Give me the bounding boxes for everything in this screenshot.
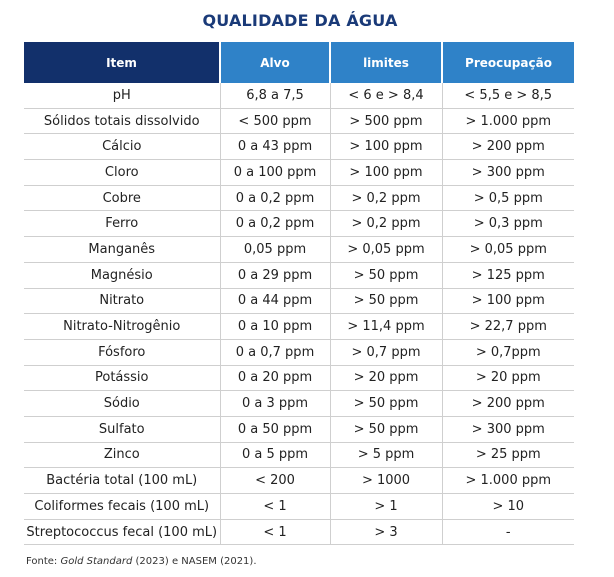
- source-suffix: (2023) e NASEM (2021).: [132, 556, 257, 567]
- item-cell: Sulfato: [24, 416, 220, 442]
- item-cell: Nitrato-Nitrogênio: [24, 314, 220, 340]
- source-prefix: Fonte:: [26, 556, 61, 567]
- item-cell: Potássio: [24, 365, 220, 391]
- limites-cell: > 500 ppm: [330, 108, 442, 134]
- preocupacao-cell: < 5,5 e > 8,5: [442, 83, 574, 108]
- item-cell: Cálcio: [24, 134, 220, 160]
- alvo-cell: 6,8 a 7,5: [220, 83, 330, 108]
- limites-cell: > 1000: [330, 468, 442, 494]
- table-row: [24, 365, 574, 391]
- preocupacao-cell: > 25 ppm: [442, 442, 574, 468]
- preocupacao-cell: > 100 ppm: [442, 288, 574, 314]
- water-quality-table: [24, 42, 574, 545]
- limites-cell: < 6 e > 8,4: [330, 83, 442, 108]
- item-cell: Fósforo: [24, 339, 220, 365]
- alvo-cell: 0 a 43 ppm: [220, 134, 330, 160]
- alvo-cell: < 500 ppm: [220, 108, 330, 134]
- preocupacao-cell: > 200 ppm: [442, 134, 574, 160]
- limites-cell: > 11,4 ppm: [330, 314, 442, 340]
- preocupacao-cell: > 20 ppm: [442, 365, 574, 391]
- header-limites: limites: [330, 42, 442, 83]
- preocupacao-cell: > 200 ppm: [442, 391, 574, 417]
- item-cell: Cobre: [24, 185, 220, 211]
- table-row: [24, 494, 574, 520]
- table-row: [24, 288, 574, 314]
- alvo-cell: 0 a 50 ppm: [220, 416, 330, 442]
- item-cell: Nitrato: [24, 288, 220, 314]
- limites-cell: > 50 ppm: [330, 416, 442, 442]
- table-row: [24, 468, 574, 494]
- preocupacao-cell: > 22,7 ppm: [442, 314, 574, 340]
- preocupacao-cell: > 300 ppm: [442, 416, 574, 442]
- source-italic: Gold Standard: [60, 556, 133, 567]
- limites-cell: > 50 ppm: [330, 262, 442, 288]
- header-alvo: Alvo: [220, 42, 330, 83]
- table-body: [24, 83, 574, 545]
- limites-cell: > 0,2 ppm: [330, 211, 442, 237]
- item-cell: Ferro: [24, 211, 220, 237]
- limites-cell: > 50 ppm: [330, 288, 442, 314]
- header-preocupacao: Preocupação: [442, 42, 574, 83]
- alvo-cell: 0 a 29 ppm: [220, 262, 330, 288]
- table-row: [24, 416, 574, 442]
- table-row: [24, 442, 574, 468]
- item-cell: Sódio: [24, 391, 220, 417]
- preocupacao-cell: -: [442, 519, 574, 545]
- table-row: [24, 108, 574, 134]
- table-row: [24, 237, 574, 263]
- preocupacao-cell: > 10: [442, 494, 574, 520]
- limites-cell: > 1: [330, 494, 442, 520]
- item-cell: Streptococcus fecal (100 mL): [24, 519, 220, 545]
- preocupacao-cell: > 1.000 ppm: [442, 468, 574, 494]
- preocupacao-cell: > 1.000 ppm: [442, 108, 574, 134]
- alvo-cell: 0 a 5 ppm: [220, 442, 330, 468]
- limites-cell: > 20 ppm: [330, 365, 442, 391]
- item-cell: Manganês: [24, 237, 220, 263]
- limites-cell: > 100 ppm: [330, 160, 442, 186]
- item-cell: Sólidos totais dissolvido: [24, 108, 220, 134]
- item-cell: Cloro: [24, 160, 220, 186]
- item-cell: Coliformes fecais (100 mL): [24, 494, 220, 520]
- limites-cell: > 3: [330, 519, 442, 545]
- table-row: [24, 134, 574, 160]
- alvo-cell: 0 a 20 ppm: [220, 365, 330, 391]
- header-item: Item: [24, 42, 220, 83]
- limites-cell: > 0,7 ppm: [330, 339, 442, 365]
- alvo-cell: 0 a 44 ppm: [220, 288, 330, 314]
- item-cell: Zinco: [24, 442, 220, 468]
- preocupacao-cell: > 0,5 ppm: [442, 185, 574, 211]
- preocupacao-cell: > 0,05 ppm: [442, 237, 574, 263]
- table-row: [24, 391, 574, 417]
- table-row: [24, 160, 574, 186]
- table-row: [24, 519, 574, 545]
- table-row: [24, 211, 574, 237]
- item-cell: Magnésio: [24, 262, 220, 288]
- limites-cell: > 5 ppm: [330, 442, 442, 468]
- table-row: [24, 83, 574, 108]
- limites-cell: > 0,2 ppm: [330, 185, 442, 211]
- alvo-cell: < 200: [220, 468, 330, 494]
- alvo-cell: 0 a 0,7 ppm: [220, 339, 330, 365]
- alvo-cell: 0 a 0,2 ppm: [220, 211, 330, 237]
- preocupacao-cell: > 0,7ppm: [442, 339, 574, 365]
- preocupacao-cell: > 0,3 ppm: [442, 211, 574, 237]
- alvo-cell: 0 a 0,2 ppm: [220, 185, 330, 211]
- table-header-row: [24, 42, 574, 83]
- alvo-cell: 0 a 10 ppm: [220, 314, 330, 340]
- preocupacao-cell: > 300 ppm: [442, 160, 574, 186]
- page-title: QUALIDADE DA ÁGUA: [202, 11, 398, 30]
- preocupacao-cell: > 125 ppm: [442, 262, 574, 288]
- item-cell: Bactéria total (100 mL): [24, 468, 220, 494]
- alvo-cell: 0 a 3 ppm: [220, 391, 330, 417]
- table-row: [24, 262, 574, 288]
- item-cell: pH: [24, 83, 220, 108]
- table-row: [24, 185, 574, 211]
- limites-cell: > 100 ppm: [330, 134, 442, 160]
- alvo-cell: < 1: [220, 494, 330, 520]
- limites-cell: > 0,05 ppm: [330, 237, 442, 263]
- alvo-cell: 0,05 ppm: [220, 237, 330, 263]
- alvo-cell: < 1: [220, 519, 330, 545]
- alvo-cell: 0 a 100 ppm: [220, 160, 330, 186]
- table-row: [24, 314, 574, 340]
- source-note: [26, 556, 257, 567]
- table-row: [24, 339, 574, 365]
- limites-cell: > 50 ppm: [330, 391, 442, 417]
